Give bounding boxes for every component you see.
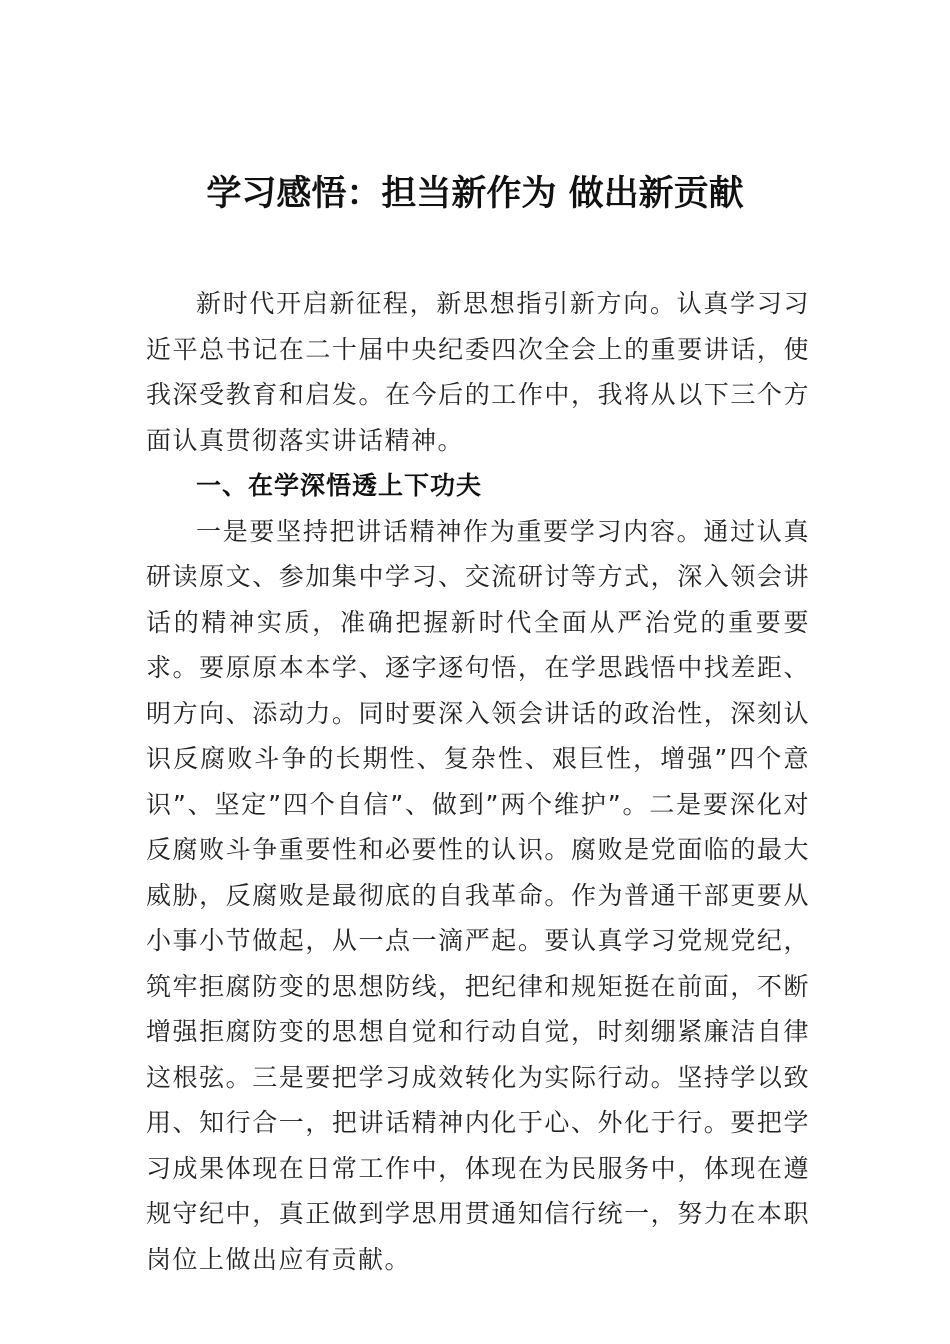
section-paragraph: 一是要坚持把讲话精神作为重要学习内容。通过认真研读原文、参加集中学习、交流研讨等方式，深入领会讲话的精神实质，准确把握新时代全面从严治党的重要要求。要原原本本学、逐字逐句悟，在学思践悟中找差距、明方向、添动力。同时要深入领会讲话的政治性，深刻认识反腐败斗争的长期性、复杂性、艰巨性，增强”四个意识”、坚定”四个自信”、做到”两个维护”。二是要深化对反腐败斗争重要性和必要性的认识。腐败是党面临的最大威胁，反腐败是最彻底的自我革命。作为普通干部更要从小事小节做起，从一点一滴严起。要认真学习党规党纪，筑牢拒腐防变的思想防线，把纪律和规矩挺在前面，不断增强拒腐防变的思想自觉和行动自觉，时刻绷紧廉洁自律这根弦。三是要把学习成效转化为实际行动。坚持学以致用、知行合一，把讲话精神内化于心、外化于行。要把学习成果体现在日常工作中，体现在为民服务中，体现在遵规守纪中，真正做到学思用贯通知信行统一，努力在本职岗位上做出应有贡献。 (146, 516, 810, 1274)
document-title: 学习感悟：担当新作为 做出新贡献 (206, 173, 744, 214)
document-body (146, 281, 810, 1282)
intro-paragraph: 新时代开启新征程，新思想指引新方向。认真学习习近平总书记在二十届中央纪委四次全会上的重要讲话，使我深受教育和启发。在今后的工作中，我将从以下三个方面认真贯彻落实讲话精神。 (146, 289, 810, 455)
section-heading: 一、在学深悟透上下功夫 (196, 471, 483, 500)
